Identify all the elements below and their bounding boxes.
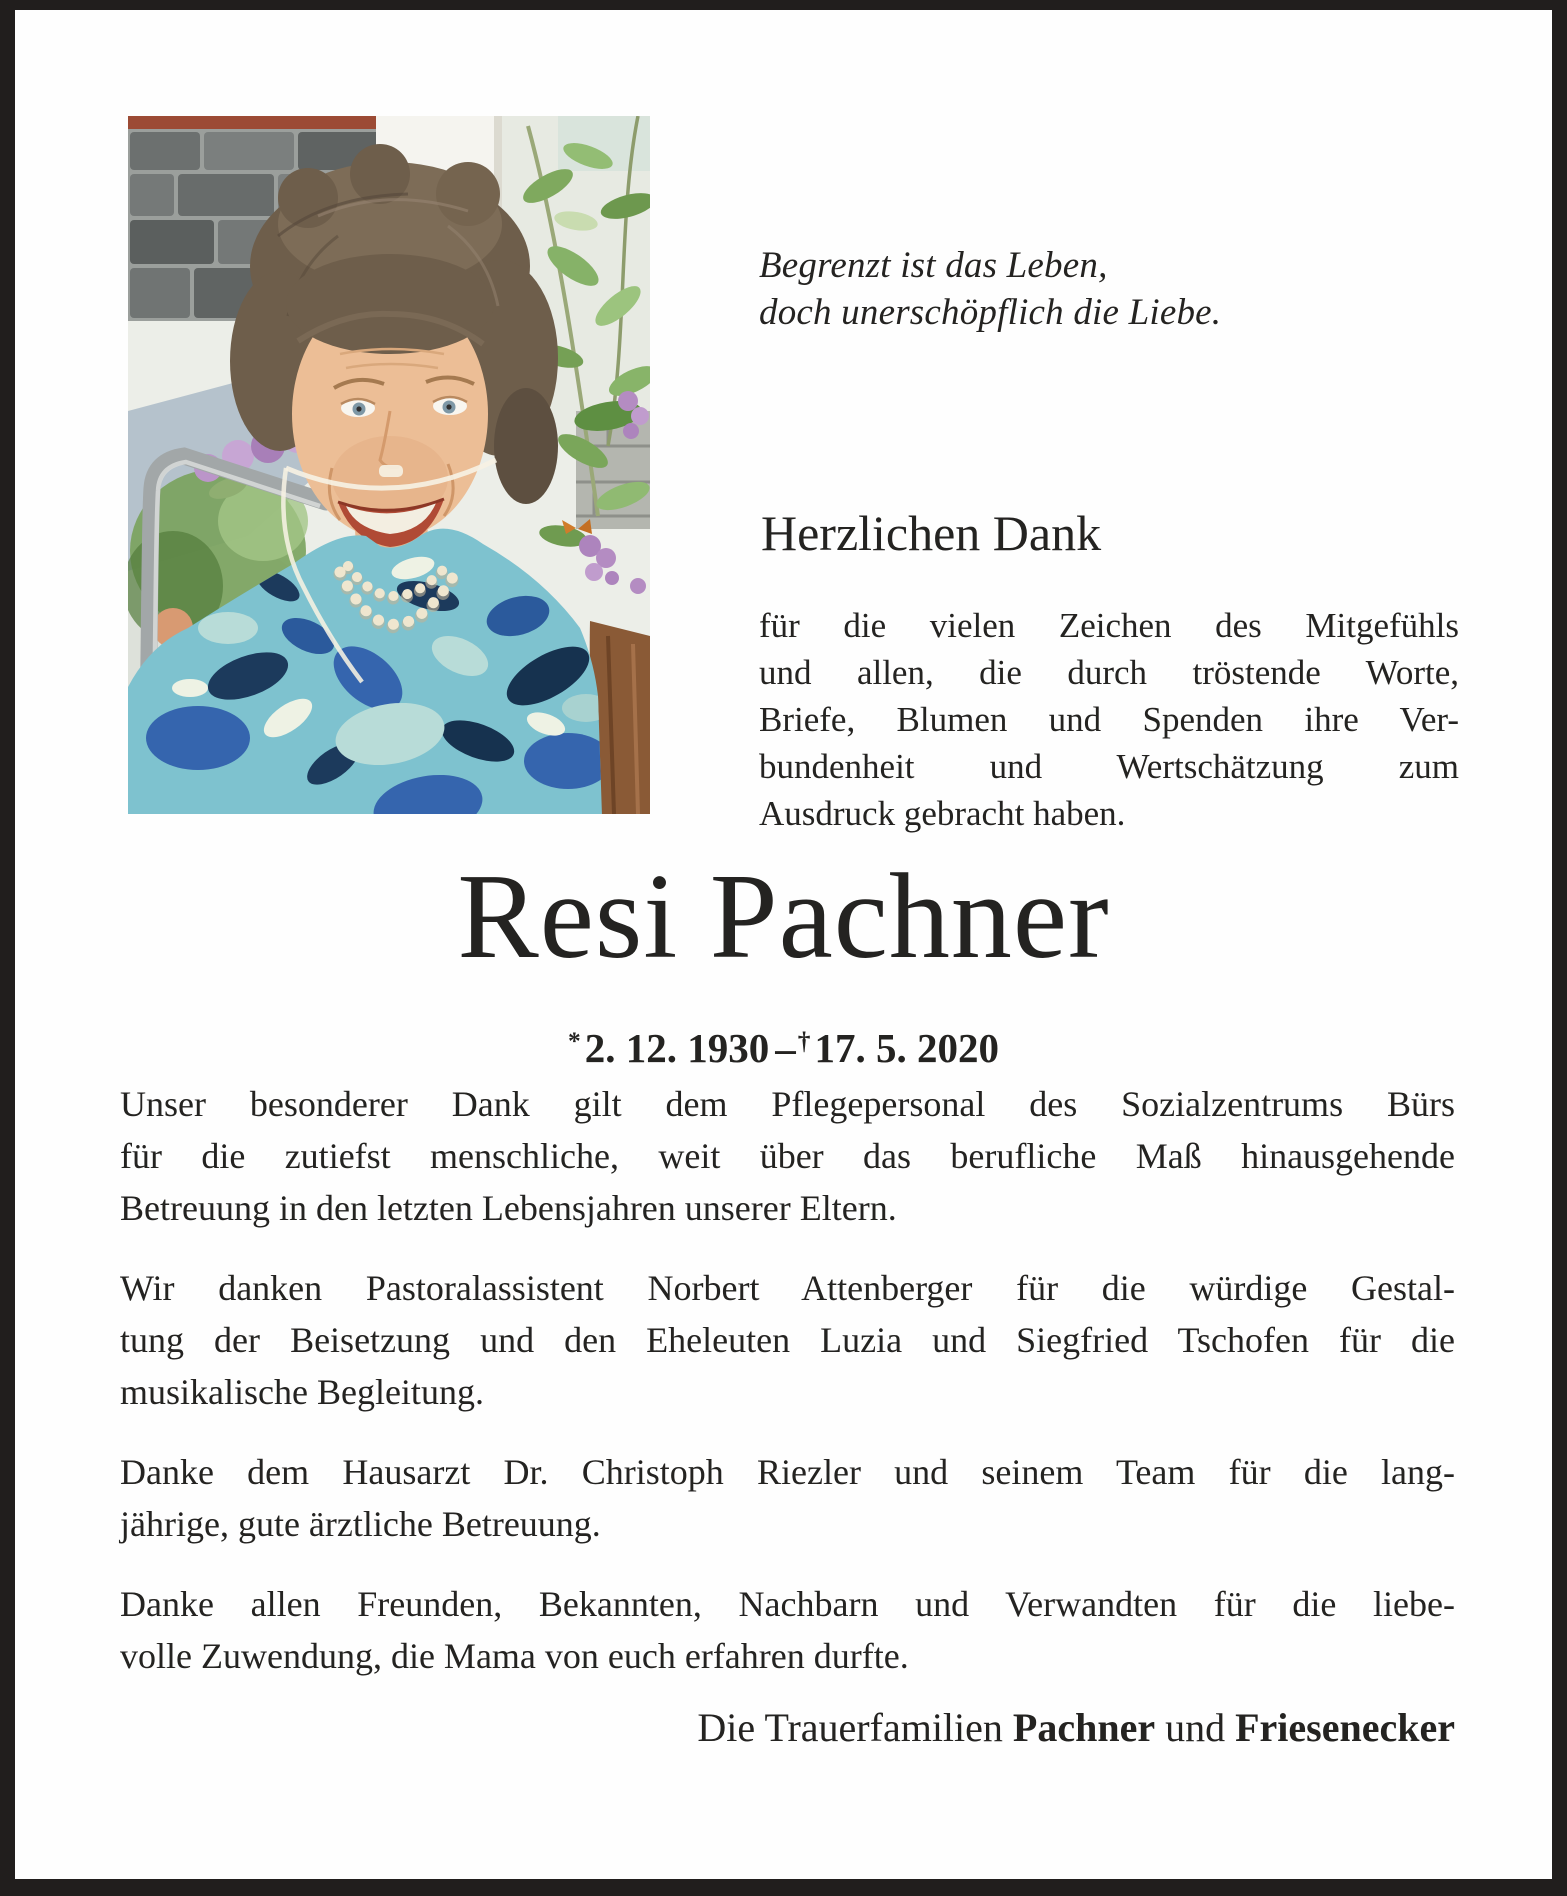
deceased-name: Resi Pachner: [457, 849, 1110, 984]
thanks-line: für die vielen Zeichen des Mitgefühls: [759, 606, 1459, 645]
birth-symbol: *: [568, 1026, 581, 1055]
paragraph-friends: [120, 1578, 1455, 1682]
thanks-paragraph: [759, 602, 1459, 837]
body-line: Wir danken Pastoralassistent Norbert Attenberger für die würdige Gestal-: [120, 1268, 1455, 1308]
body-line: jährige, gute ärztliche Betreuung.: [120, 1504, 601, 1544]
thank-you-paragraphs: [120, 1078, 1455, 1682]
body-line: musikalische Begleitung.: [120, 1372, 484, 1412]
thanks-heading: Herzlichen Dank: [761, 505, 1102, 561]
thanks-line: Ausdruck gebracht haben.: [759, 794, 1126, 833]
body-line: tung der Beisetzung und den Eheleuten Luzia und Siegfried Tschofen für die: [120, 1320, 1455, 1360]
body-line: für die zutiefst menschliche, weit über das berufliche Maß hinausgehende: [120, 1136, 1455, 1176]
portrait-photo: [128, 116, 650, 814]
body-line: volle Zuwendung, die Mama von euch erfahren durfte.: [120, 1636, 909, 1676]
epigraph-quote: [759, 242, 1221, 336]
paragraph-funeral: [120, 1262, 1455, 1418]
body-line: Danke allen Freunden, Bekannten, Nachbarn und Verwandten für die liebe-: [120, 1584, 1455, 1624]
memorial-card-sheet: [15, 10, 1552, 1879]
paragraph-doctor: [120, 1446, 1455, 1550]
thanks-line: bundenheit und Wertschätzung zum: [759, 747, 1459, 786]
quote-line-1: Begrenzt ist das Leben,: [759, 245, 1108, 286]
life-dates: [15, 1024, 1552, 1072]
paragraph-caregivers: [120, 1078, 1455, 1234]
signature-conjunction: und: [1165, 1705, 1226, 1750]
death-symbol: †: [797, 1026, 811, 1055]
dates-separator: –: [775, 1025, 796, 1071]
quote-line-2: doch unerschöpflich die Liebe.: [759, 292, 1222, 333]
body-line: Betreuung in den letzten Lebensjahren unserer Eltern.: [120, 1188, 897, 1228]
thanks-line: und allen, die durch tröstende Worte,: [759, 653, 1459, 692]
signature-family-pachner: Pachner: [1012, 1705, 1156, 1750]
death-date: 17. 5. 2020: [814, 1025, 999, 1071]
signature-family-friesenecker: Friesenecker: [1235, 1705, 1455, 1750]
thanks-line: Briefe, Blumen und Spenden ihre Ver-: [759, 700, 1459, 739]
birth-date: 2. 12. 1930: [584, 1025, 770, 1071]
signature-prefix: Die Trauerfamilien: [697, 1705, 1003, 1750]
signature-line: [120, 1704, 1455, 1751]
body-line: Danke dem Hausarzt Dr. Christoph Riezler und seinem Team für die lang-: [120, 1452, 1455, 1492]
body-line: Unser besonderer Dank gilt dem Pflegepersonal des Sozialzentrums Bürs: [120, 1084, 1455, 1124]
